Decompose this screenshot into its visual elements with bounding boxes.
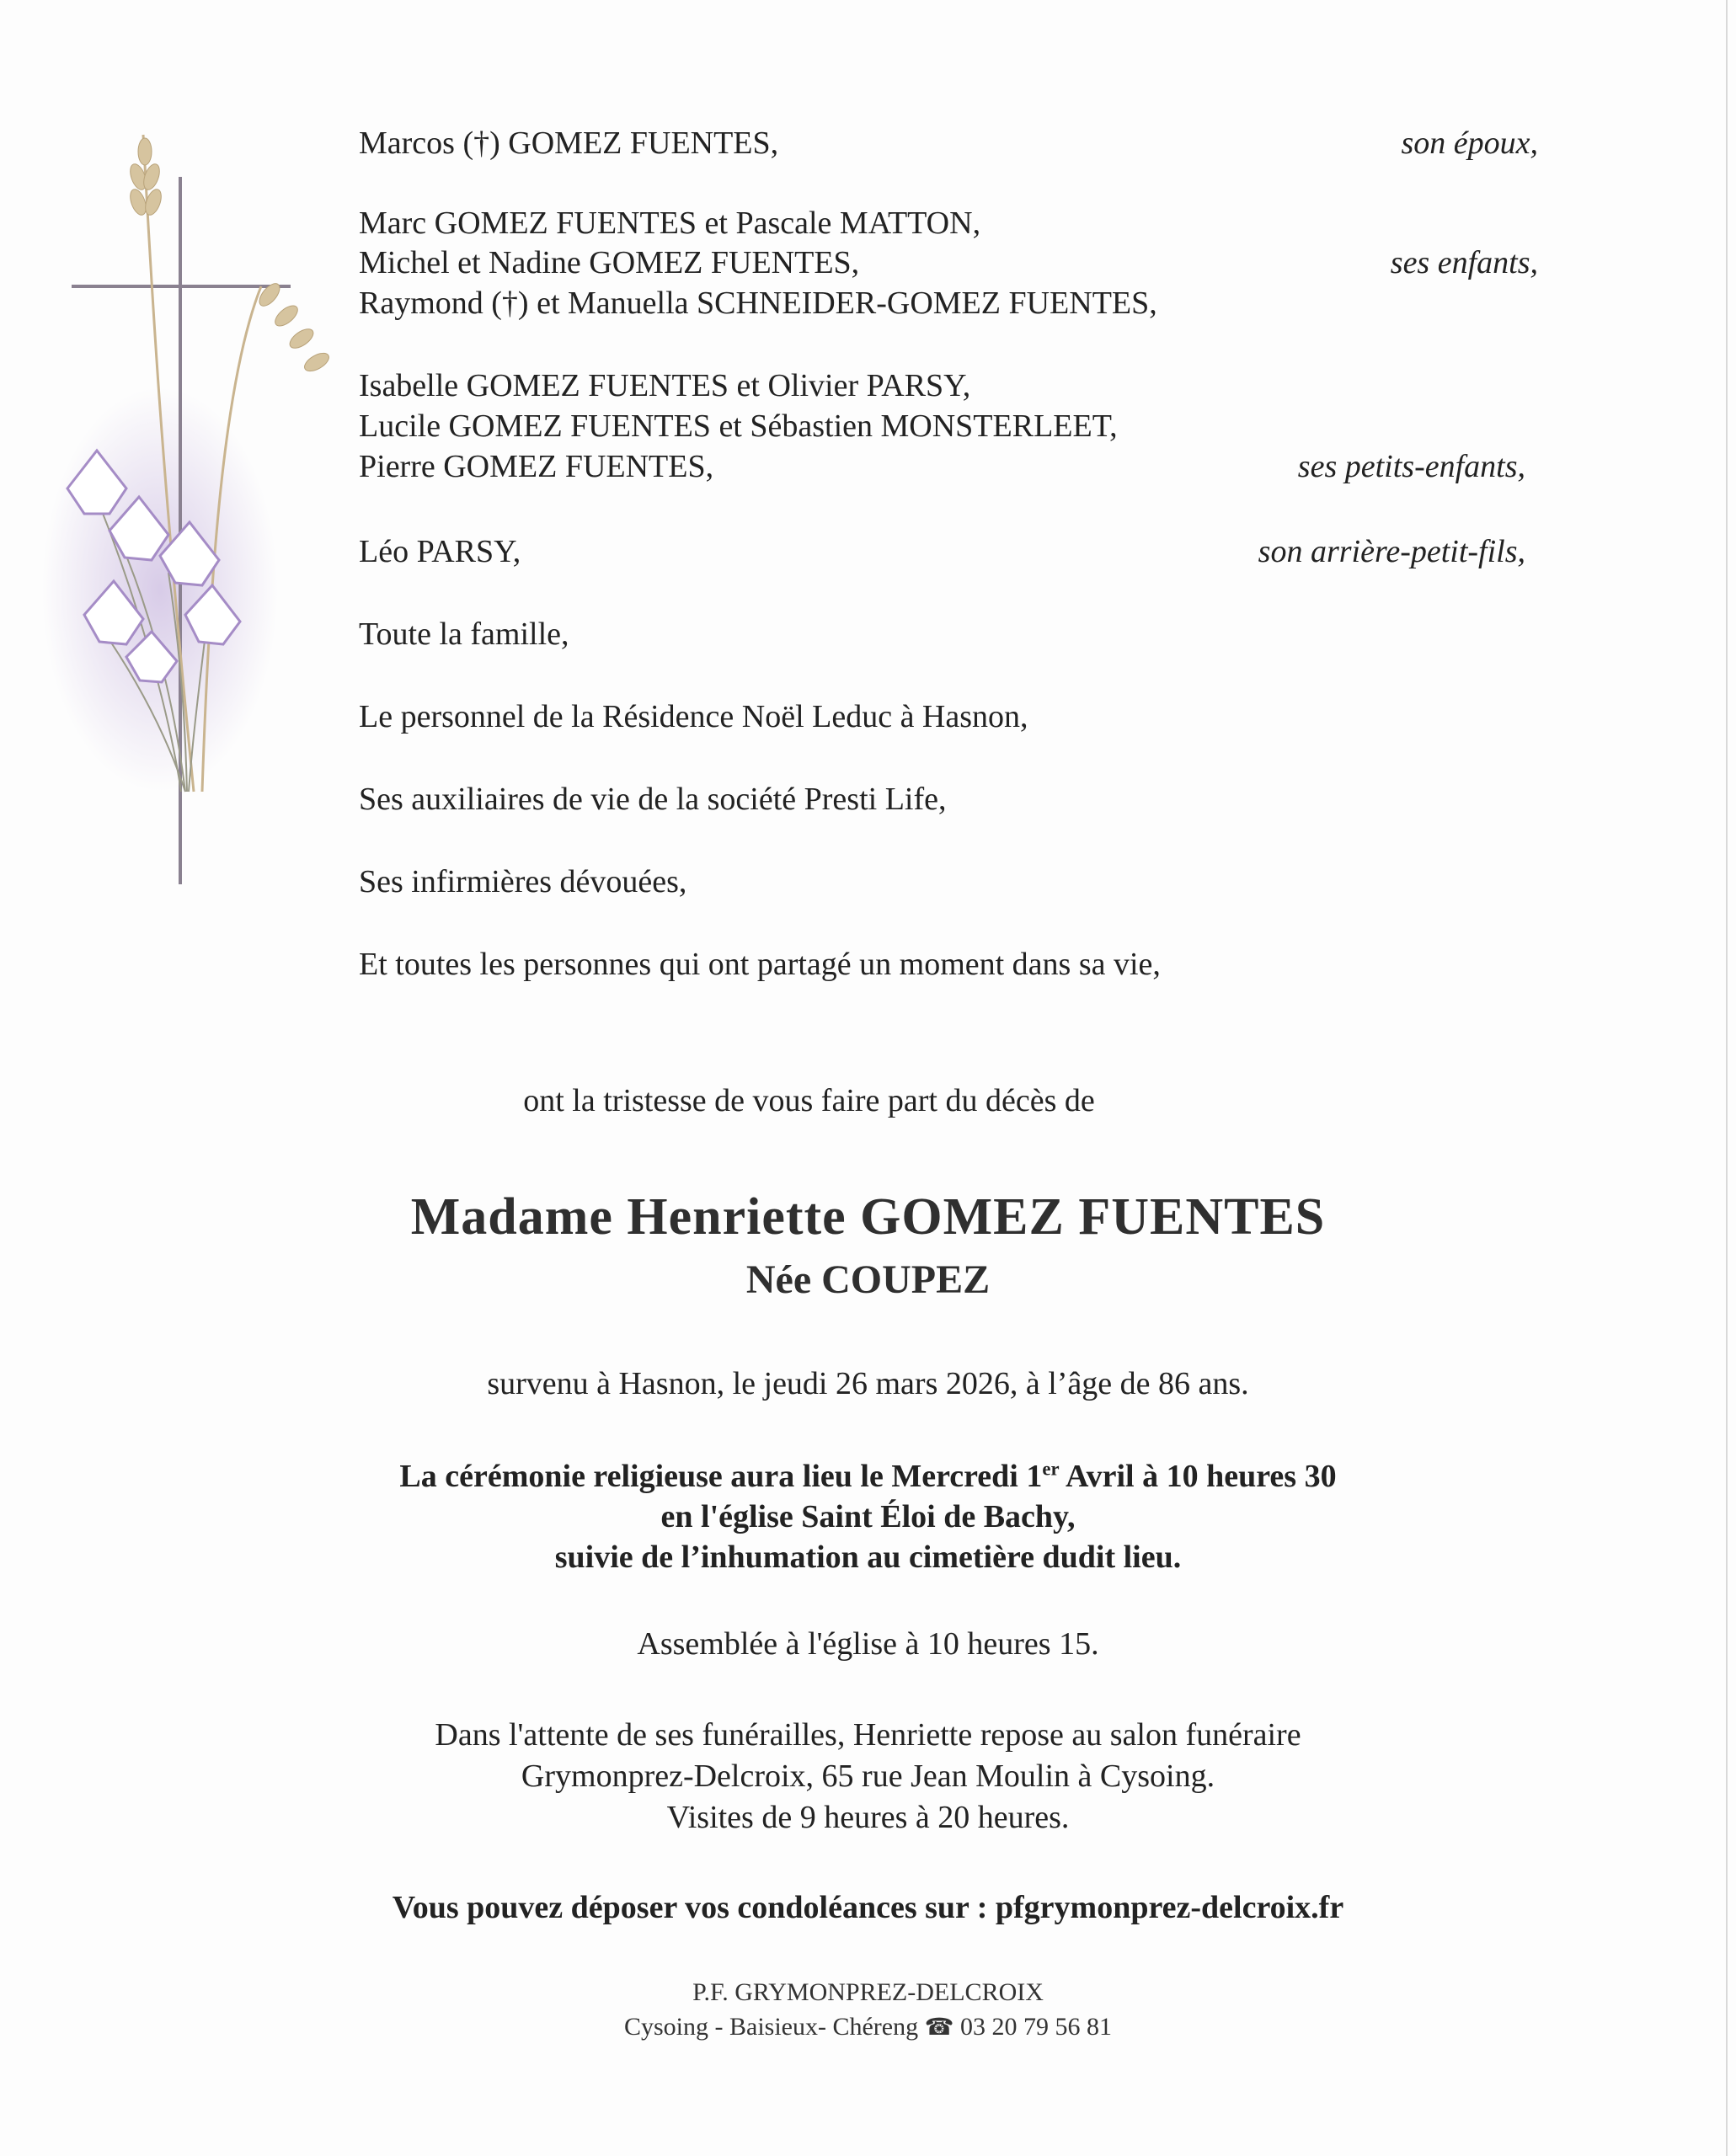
footer-company: P.F. GRYMONPREZ-DELCROIX: [692, 1978, 1044, 2006]
other-mourners-line: [359, 696, 1538, 738]
other-mourners-line: [359, 613, 1538, 655]
death-info: survenu à Hasnon, le jeudi 26 mars 2026, à l’âge de 86 ans.: [487, 1366, 1249, 1401]
spouse-name: Marcos (†) GOMEZ FUENTES,: [359, 125, 779, 161]
great-grandchild-relation: son arrière-petit-fils,: [1258, 534, 1525, 569]
rest-line-1: Dans l'attente de ses funérailles, Henriette repose au salon funéraire: [435, 1717, 1301, 1753]
ceremony-line-1: [0, 1455, 1736, 1497]
assembly-info: Assemblée à l'église à 10 heures 15.: [637, 1626, 1099, 1662]
grandchild-name: Pierre GOMEZ FUENTES,: [359, 449, 714, 484]
other-mourners-line: [359, 861, 1538, 903]
footer-locations: Cysoing - Baisieux- Chéreng: [623, 2013, 919, 2041]
spouse-row: [359, 122, 1538, 164]
child-row: [359, 282, 1538, 324]
spouse-relation: son époux,: [1401, 125, 1538, 161]
nurses-line: Ses infirmières dévouées,: [359, 864, 687, 899]
deceased-name: Madame Henriette GOMEZ FUENTES: [410, 1188, 1326, 1246]
grandchild-name: Lucile GOMEZ FUENTES et Sébastien MONSTERLEET,: [359, 408, 1118, 444]
rest-line-2: Grymonprez-Delcroix, 65 rue Jean Moulin à Cysoing.: [521, 1758, 1215, 1794]
footer-contact: [0, 2010, 1736, 2044]
other-mourners-line: [359, 943, 1538, 985]
grandchildren-relation: ses petits-enfants,: [1297, 449, 1525, 484]
child-name: Michel et Nadine GOMEZ FUENTES,: [359, 245, 860, 280]
friends-line: Et toutes les personnes qui ont partagé un moment dans sa vie,: [359, 947, 1161, 982]
child-row: [359, 242, 1538, 284]
staff-line: Le personnel de la Résidence Noël Leduc à Hasnon,: [359, 699, 1028, 734]
grandchild-row: [359, 446, 1525, 488]
grandchild-row: [359, 405, 1538, 447]
announcement-text: ont la tristesse de vous faire part du décès de: [523, 1083, 1095, 1118]
ceremony-text: Avril à 10 heures 30: [1059, 1459, 1337, 1494]
ceremony-text: La cérémonie religieuse aura lieu le Mercredi 1: [399, 1459, 1043, 1494]
child-row: [359, 202, 1538, 244]
condolences-text: Vous pouvez déposer vos condoléances sur : pfgrymonprez-delcroix.fr: [392, 1890, 1344, 1925]
ceremony-line-2: en l'église Saint Éloi de Bachy,: [660, 1499, 1076, 1534]
children-relation: ses enfants,: [1390, 245, 1538, 280]
family-line: Toute la famille,: [359, 616, 569, 652]
grandchild-name: Isabelle GOMEZ FUENTES et Olivier PARSY,: [359, 368, 971, 403]
cross-flowers-illustration: [34, 118, 337, 910]
other-mourners-line: [359, 778, 1538, 820]
rest-line-3: Visites de 9 heures à 20 heures.: [666, 1800, 1070, 1835]
great-grandchild-name: Léo PARSY,: [359, 534, 521, 569]
child-name: Marc GOMEZ FUENTES et Pascale MATTON,: [359, 205, 981, 241]
caregivers-line: Ses auxiliaires de vie de la société Presti Life,: [359, 782, 947, 817]
cross-horizontal-bar: [72, 285, 291, 288]
ceremony-line-3: suivie de l’inhumation au cimetière dudit lieu.: [554, 1540, 1182, 1575]
grandchild-row: [359, 365, 1538, 407]
great-grandchild-row: [359, 531, 1525, 573]
ceremony-superscript: er: [1042, 1458, 1060, 1480]
footer-phone: 03 20 79 56 81: [960, 2013, 1112, 2041]
telephone-icon: ☎: [924, 2013, 954, 2041]
child-name: Raymond (†) et Manuella SCHNEIDER-GOMEZ FUENTES,: [359, 286, 1157, 321]
maiden-name: Née COUPEZ: [745, 1257, 991, 1302]
